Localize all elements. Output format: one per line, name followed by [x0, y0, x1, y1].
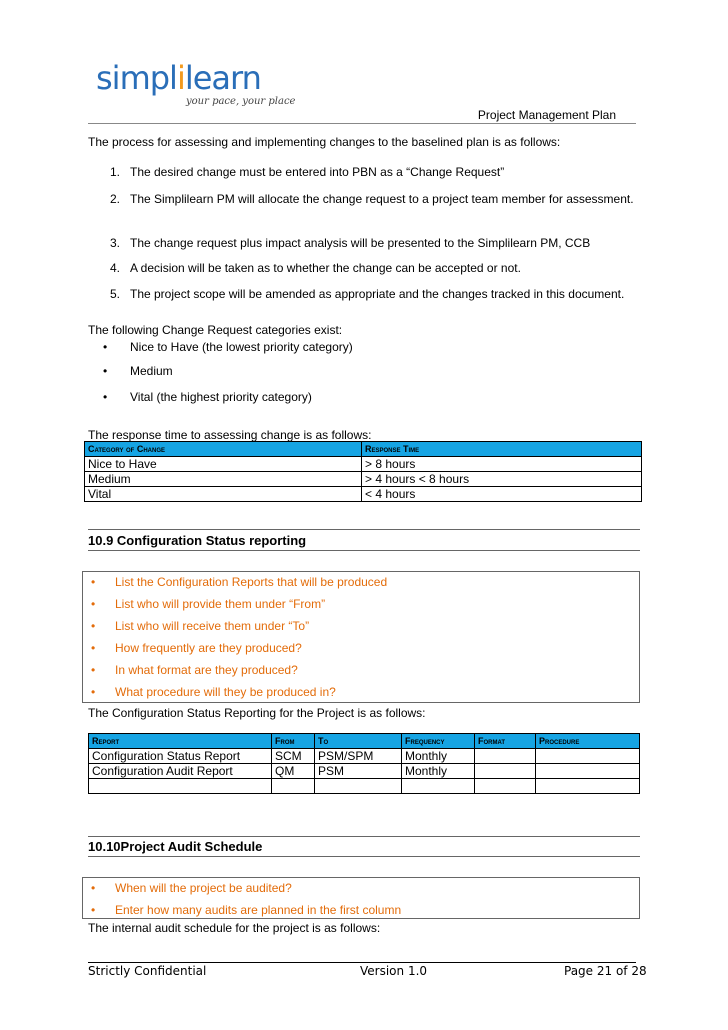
audit-intro: The internal audit schedule for the project is as follows: — [88, 921, 381, 935]
section-divider — [88, 529, 640, 530]
table-row — [89, 749, 640, 764]
table-cell: < 4 hours — [362, 487, 642, 502]
column-header: Format — [475, 734, 536, 749]
table-cell — [89, 779, 272, 794]
column-header: Report — [89, 734, 272, 749]
table-cell — [272, 779, 315, 794]
table-header-row — [85, 442, 642, 457]
table-cell: Monthly — [402, 764, 475, 779]
table-cell: QM — [272, 764, 315, 779]
column-header: Frequency — [402, 734, 475, 749]
header-title: Project Management Plan — [477, 108, 616, 122]
section-heading: 10.10Project Audit Schedule — [88, 839, 263, 854]
section-divider — [88, 836, 640, 837]
column-header: Category of Change — [85, 442, 362, 457]
section-heading: 10.9 Configuration Status reporting — [88, 533, 307, 548]
table-row — [85, 457, 642, 472]
table-cell: SCM — [272, 749, 315, 764]
config-report-table — [88, 733, 640, 794]
table-row — [85, 487, 642, 502]
logo-tagline: your pace, your place — [186, 96, 296, 107]
response-intro: The response time to assessing change is as follows: — [88, 428, 372, 442]
footer-version: Version 1.0 — [360, 964, 428, 978]
table-cell — [536, 749, 640, 764]
table-cell: > 4 hours < 8 hours — [362, 472, 642, 487]
table-cell — [536, 764, 640, 779]
footer-confidential: Strictly Confidential — [88, 964, 207, 978]
column-header: Procedure — [536, 734, 640, 749]
table-cell: Medium — [85, 472, 362, 487]
table-header-row — [89, 734, 640, 749]
table-row — [89, 779, 640, 794]
column-header: From — [272, 734, 315, 749]
response-time-table — [84, 441, 642, 502]
column-header: Response Time — [362, 442, 642, 457]
header-divider — [88, 123, 636, 124]
simplilearn-logo — [96, 60, 296, 110]
footer-divider — [88, 962, 636, 963]
table-row — [85, 472, 642, 487]
table-cell: Monthly — [402, 749, 475, 764]
table-cell: > 8 hours — [362, 457, 642, 472]
table-cell: PSM/SPM — [315, 749, 402, 764]
table-cell: Configuration Audit Report — [89, 764, 272, 779]
categories-intro: The following Change Request categories exist: — [88, 323, 343, 337]
table-cell: PSM — [315, 764, 402, 779]
logo-wordmark: simplilearn — [96, 59, 261, 97]
footer-page-number: Page 21 of 28 — [564, 964, 647, 978]
table-cell — [475, 779, 536, 794]
table-cell — [536, 779, 640, 794]
intro-text: The process for assessing and implementing changes to the baselined plan is as follows: — [88, 135, 561, 149]
table-cell: Vital — [85, 487, 362, 502]
guidance-box: • When will the project be audited? • Enter how many audits are planned in the first column — [82, 877, 640, 919]
config-intro: The Configuration Status Reporting for the Project is as follows: — [88, 706, 426, 720]
column-header: To — [315, 734, 402, 749]
table-cell — [475, 749, 536, 764]
table-cell: Nice to Have — [85, 457, 362, 472]
guidance-box: • List the Configuration Reports that will be produced • List who will provide them under “From” • List who will receive them under “To” • How frequently are they produced? • In what format are they produced? • What procedure will they be produced in? — [82, 571, 640, 703]
section-divider — [88, 856, 640, 857]
table-cell — [402, 779, 475, 794]
table-cell — [315, 779, 402, 794]
table-row — [89, 764, 640, 779]
section-divider — [88, 550, 640, 551]
table-cell: Configuration Status Report — [89, 749, 272, 764]
table-cell — [475, 764, 536, 779]
